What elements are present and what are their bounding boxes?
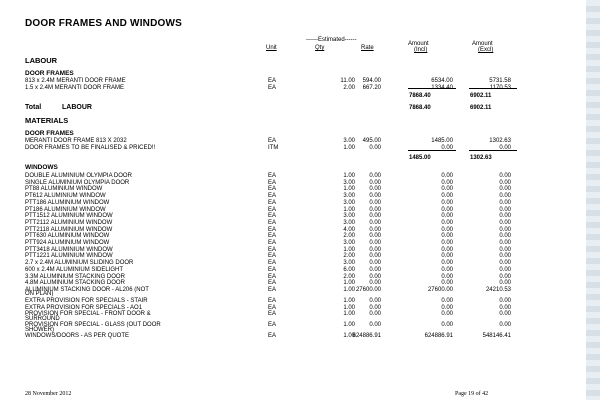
item-description: PTT3418 ALUMINIUM WINDOW	[25, 246, 113, 253]
item-unit: EA	[268, 173, 277, 179]
item-description: DOOR FRAMES TO BE FINALISED & PRICED!!	[25, 144, 156, 151]
item-rate: 0.00	[369, 246, 381, 253]
item-rate: 624886.91	[352, 333, 381, 340]
item-description: PTT1221 ALUMINIUM WINDOW	[25, 253, 113, 260]
item-description: PTT1512 ALUMINIUM WINDOW	[25, 213, 113, 220]
subtotal-rule	[469, 88, 517, 89]
item-amount-excl: 24210.53	[485, 286, 511, 293]
item-unit: EA	[268, 138, 277, 144]
item-amount-excl: 0.00	[499, 260, 511, 267]
item-unit: EA	[268, 179, 277, 186]
item-unit: EA	[268, 333, 277, 340]
item-rate: 667.20	[362, 84, 381, 91]
item-qty: 2.00	[343, 273, 355, 280]
item-amount-incl: 0.00	[441, 266, 453, 273]
item-unit: EA	[268, 253, 277, 260]
item-unit: EA	[268, 273, 277, 280]
item-description: EXTRA PROVISION FOR SPECIALS - STAIR	[25, 297, 148, 304]
item-qty: 1.00	[343, 280, 355, 287]
item-unit: EA	[268, 186, 277, 193]
item-amount-incl: 0.00	[441, 322, 453, 329]
item-unit: EA	[268, 193, 277, 200]
item-rate: 0.00	[369, 144, 381, 151]
page-title: DOOR FRAMES AND WINDOWS	[25, 18, 182, 29]
item-qty: 6.00	[343, 266, 355, 273]
item-amount-incl: 0.00	[441, 179, 453, 186]
item-qty: 1.00	[343, 186, 355, 193]
item-description: EXTRA PROVISION FOR SPECIALS - AO1	[25, 304, 143, 311]
item-description: ALUMINIUM STACKING DOOR - AL206 (NOT	[25, 286, 149, 293]
item-amount-excl: 548146.41	[482, 333, 511, 340]
item-rate: 0.00	[369, 186, 381, 193]
labour-subtotal-incl: 7868.40	[409, 93, 431, 99]
item-unit: EA	[268, 311, 277, 318]
item-qty: 2.00	[343, 84, 355, 91]
item-description-continued: SHOWER)	[25, 326, 54, 333]
table-row	[25, 333, 525, 340]
item-amount-excl: 0.00	[499, 253, 511, 260]
item-amount-excl: 0.00	[499, 240, 511, 246]
item-qty: 3.00	[343, 219, 355, 226]
item-amount-excl: 0.00	[499, 219, 511, 226]
item-amount-incl: 0.00	[441, 226, 453, 233]
item-qty: 1.00	[343, 311, 355, 318]
item-description: SINGLE ALUMINIUM OLYMPIA DOOR	[25, 179, 130, 186]
item-rate: 0.00	[369, 199, 381, 206]
item-amount-incl: 0.00	[441, 280, 453, 287]
unit-header: Unit	[266, 45, 277, 51]
item-amount-excl: 1170.53	[489, 84, 511, 91]
item-amount-excl: 1302.63	[489, 138, 511, 144]
item-amount-incl: 0.00	[441, 186, 453, 193]
item-amount-excl: 0.00	[499, 246, 511, 253]
item-rate: 0.00	[369, 233, 381, 240]
item-unit: ITM	[268, 144, 279, 151]
item-amount-incl: 6534.00	[431, 78, 453, 84]
item-rate: 495.00	[362, 138, 381, 144]
labour-total-label: Total	[25, 104, 42, 111]
item-amount-incl: 624886.91	[424, 333, 453, 340]
item-description: PTT2118 ALUMINIUM WINDOW	[25, 226, 113, 233]
item-rate: 0.00	[369, 304, 381, 311]
item-rate: 0.00	[369, 280, 381, 287]
item-description: 600 x 2.4M ALUMINIUM SIDELIGHT	[25, 266, 124, 273]
item-amount-excl: 0.00	[499, 297, 511, 304]
item-rate: 0.00	[369, 297, 381, 304]
item-amount-excl: 0.00	[499, 179, 511, 186]
item-unit: EA	[268, 322, 277, 329]
item-amount-incl: 0.00	[441, 206, 453, 213]
labour-subtotal-excl: 6902.11	[470, 93, 492, 99]
item-unit: EA	[268, 226, 277, 233]
item-amount-incl: 0.00	[441, 233, 453, 240]
amount-incl-sub-header: (Incl)	[414, 47, 428, 53]
item-unit: EA	[268, 78, 277, 84]
item-amount-incl: 1334.40	[431, 84, 453, 91]
item-unit: EA	[268, 233, 277, 240]
item-amount-incl: 0.00	[441, 311, 453, 318]
item-amount-incl: 0.00	[441, 253, 453, 260]
item-rate: 0.00	[369, 322, 381, 329]
item-qty: 3.00	[343, 193, 355, 200]
item-amount-excl: 0.00	[499, 266, 511, 273]
item-amount-incl: 0.00	[441, 240, 453, 246]
item-unit: EA	[268, 266, 277, 273]
item-rate: 0.00	[369, 311, 381, 318]
item-description: PT186 ALUMINIUM WINDOW	[25, 206, 106, 213]
amount-excl-sub-header: (Excl)	[478, 47, 494, 53]
item-rate: 0.00	[369, 213, 381, 220]
item-rate: 0.00	[369, 260, 381, 267]
item-amount-excl: 0.00	[499, 213, 511, 220]
item-amount-incl: 0.00	[441, 193, 453, 200]
item-unit: EA	[268, 213, 277, 220]
item-unit: EA	[268, 206, 277, 213]
rate-header: Rate	[361, 45, 374, 51]
materials-door-frames-heading: DOOR FRAMES	[25, 130, 74, 137]
item-description-continued: ON PLAN)	[25, 291, 54, 298]
item-qty: 1.00	[343, 333, 355, 340]
item-rate: 0.00	[369, 206, 381, 213]
item-qty: 3.00	[343, 138, 355, 144]
item-unit: EA	[268, 246, 277, 253]
item-unit: EA	[268, 260, 277, 267]
item-description: DOUBLE ALUMINIUM OLYMPIA DOOR	[25, 173, 132, 179]
item-rate: 594.00	[362, 78, 381, 84]
footer-page-number: Page 19 of 42	[455, 391, 489, 397]
item-amount-incl: 0.00	[441, 173, 453, 179]
item-qty: 3.00	[343, 199, 355, 206]
item-rate: 0.00	[369, 266, 381, 273]
item-unit: EA	[268, 199, 277, 206]
item-amount-excl: 0.00	[499, 304, 511, 311]
item-qty: 3.00	[343, 213, 355, 220]
item-qty: 1.00	[343, 297, 355, 304]
item-qty: 1.00	[343, 286, 355, 293]
item-description: MERANTI DOOR FRAME 813 X 2032	[25, 138, 127, 144]
item-amount-incl: 0.00	[441, 260, 453, 267]
item-amount-excl: 5731.58	[489, 78, 511, 84]
item-rate: 0.00	[369, 179, 381, 186]
item-rate: 0.00	[369, 240, 381, 246]
item-amount-incl: 0.00	[441, 199, 453, 206]
item-description: PROVISION FOR SPECIAL - GLASS (OUT DOOR	[25, 322, 161, 329]
item-unit: EA	[268, 304, 277, 311]
item-unit: EA	[268, 240, 277, 246]
item-qty: 1.00	[343, 322, 355, 329]
item-rate: 0.00	[369, 273, 381, 280]
item-amount-incl: 1485.00	[431, 138, 453, 144]
item-description: PTT2112 ALUMINIUM WINDOW	[25, 219, 113, 226]
item-amount-excl: 0.00	[499, 199, 511, 206]
amount-incl-header: Amount	[408, 41, 429, 47]
item-unit: EA	[268, 280, 277, 287]
item-amount-excl: 0.00	[499, 322, 511, 329]
estimated-header: ------Estimated------	[306, 37, 357, 43]
item-amount-incl: 0.00	[441, 273, 453, 280]
labour-total-incl: 7868.40	[409, 105, 431, 111]
item-qty: 1.00	[343, 144, 355, 151]
item-qty: 2.00	[343, 253, 355, 260]
item-description: PT612 ALUMINIUM WINDOW	[25, 193, 106, 200]
item-rate: 0.00	[369, 226, 381, 233]
item-qty: 2.00	[343, 233, 355, 240]
materials-heading: MATERIALS	[25, 116, 69, 125]
item-amount-excl: 0.00	[499, 311, 511, 318]
item-amount-incl: 0.00	[441, 219, 453, 226]
item-rate: 0.00	[369, 253, 381, 260]
item-amount-incl: 0.00	[441, 213, 453, 220]
door-frames-subtotal-excl: 1302.63	[470, 155, 492, 161]
item-description: PROVISION FOR SPECIAL - FRONT DOOR &	[25, 311, 151, 318]
item-description: PTT924 ALUMINIUM WINDOW	[25, 240, 110, 246]
item-rate: 0.00	[369, 219, 381, 226]
item-rate: 0.00	[369, 193, 381, 200]
item-description: 3.3M ALUMINIUM STACKING DOOR	[25, 273, 125, 280]
amount-excl-header: Amount	[472, 41, 493, 47]
item-amount-excl: 0.00	[499, 206, 511, 213]
item-unit: EA	[268, 286, 277, 293]
item-description: 813 x 2.4M MERANTI DOOR FRAME	[25, 78, 126, 84]
item-description: WINDOWS/DOORS - AS PER QUOTE	[25, 333, 130, 340]
subtotal-rule	[408, 150, 456, 151]
item-rate: 27600.00	[355, 286, 381, 293]
item-description: PTT186 ALUMINIUM WINDOW	[25, 199, 110, 206]
item-amount-excl: 0.00	[499, 273, 511, 280]
item-amount-excl: 0.00	[499, 144, 511, 151]
item-unit: EA	[268, 84, 277, 91]
item-amount-incl: 0.00	[441, 304, 453, 311]
item-qty: 4.00	[343, 226, 355, 233]
item-description: PT88 ALUMINIUM WINDOW	[25, 186, 103, 193]
page-edge-strip	[586, 0, 600, 400]
item-amount-excl: 0.00	[499, 280, 511, 287]
item-rate: 0.00	[369, 173, 381, 179]
item-amount-excl: 0.00	[499, 173, 511, 179]
labour-door-frames-heading: DOOR FRAMES	[25, 70, 74, 77]
subtotal-rule	[469, 150, 517, 151]
item-qty: 3.00	[343, 260, 355, 267]
item-qty: 1.00	[343, 304, 355, 311]
item-qty: 3.00	[343, 179, 355, 186]
item-qty: 11.00	[340, 78, 355, 84]
item-amount-incl: 0.00	[441, 246, 453, 253]
labour-total-name: LABOUR	[62, 104, 92, 111]
item-amount-incl: 0.00	[441, 297, 453, 304]
item-amount-incl: 0.00	[441, 144, 453, 151]
labour-total-excl: 6902.11	[470, 105, 492, 111]
windows-heading: WINDOWS	[25, 164, 58, 171]
item-amount-excl: 0.00	[499, 193, 511, 200]
item-qty: 1.00	[343, 246, 355, 253]
item-description-continued: SURROUND	[25, 315, 60, 322]
item-unit: EA	[268, 297, 277, 304]
item-unit: EA	[268, 219, 277, 226]
item-amount-excl: 0.00	[499, 233, 511, 240]
item-amount-excl: 0.00	[499, 226, 511, 233]
item-amount-excl: 0.00	[499, 186, 511, 193]
qty-header: Qty	[315, 45, 325, 51]
item-description: 1.5 x 2.4M MERANTI DOOR FRAME	[25, 84, 125, 91]
item-description: 4.8M ALUMINIUM STACKING DOOR	[25, 280, 125, 287]
item-qty: 1.00	[343, 173, 355, 179]
footer-date: 28 November 2012	[25, 391, 72, 397]
door-frames-subtotal-incl: 1485.00	[409, 155, 431, 161]
item-qty: 3.00	[343, 240, 355, 246]
item-qty: 1.00	[343, 206, 355, 213]
item-amount-incl: 27600.00	[427, 286, 453, 293]
item-description: PTT630 ALUMINIUM WINDOW	[25, 233, 110, 240]
labour-heading: LABOUR	[25, 56, 58, 65]
item-description: 2.7 x 2.4M ALUMINIUM SLIDING DOOR	[25, 260, 134, 267]
subtotal-rule	[408, 88, 456, 89]
